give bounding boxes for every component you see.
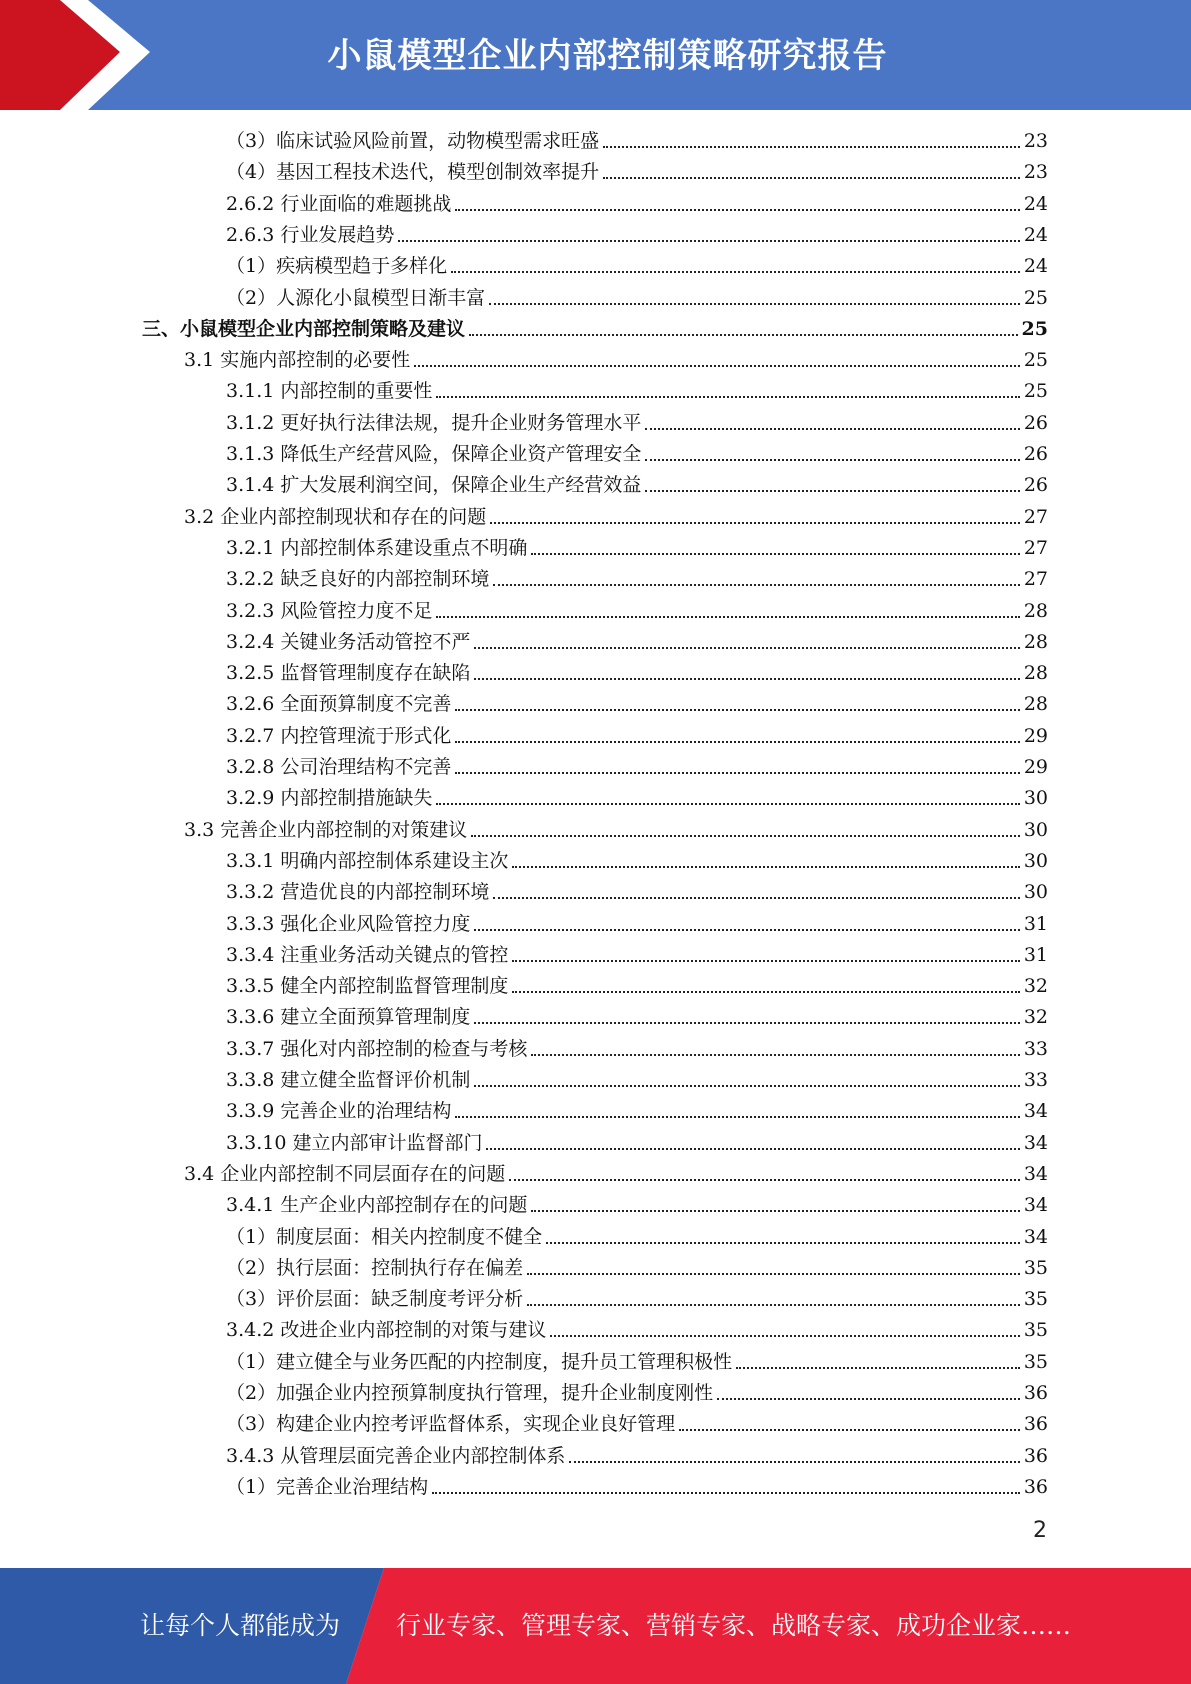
report-title: 小鼠模型企业内部控制策略研究报告 <box>327 35 888 76</box>
toc-entry-title: 2.6.2 行业面临的难题挑战 <box>226 192 452 215</box>
toc-entry[interactable] <box>226 847 1048 875</box>
toc-entry[interactable] <box>226 690 1048 718</box>
toc-entry-title: 3.3.6 建立全面预算管理制度 <box>226 1006 471 1029</box>
toc-dot-leader <box>490 522 1020 524</box>
toc-entry[interactable] <box>226 659 1048 687</box>
toc-entry-page: 31 <box>1023 943 1048 966</box>
toc-dot-leader <box>493 584 1019 586</box>
toc-entry[interactable] <box>142 315 1048 343</box>
toc-entry[interactable] <box>226 190 1048 218</box>
toc-dot-leader <box>451 271 1020 273</box>
toc-dot-leader <box>471 835 1020 837</box>
toc-entry[interactable] <box>226 1348 1048 1376</box>
toc-dot-leader <box>603 177 1020 179</box>
toc-entry[interactable] <box>226 784 1048 812</box>
toc-dot-leader <box>512 866 1019 868</box>
toc-entry-title: 3.2.1 内部控制体系建设重点不明确 <box>226 536 528 559</box>
toc-entry-title: 3.3.3 强化企业风险管控力度 <box>226 912 471 935</box>
toc-entry-page: 34 <box>1023 1162 1048 1185</box>
toc-dot-leader <box>414 365 1020 367</box>
toc-dot-leader <box>436 396 1019 398</box>
toc-entry[interactable] <box>226 158 1048 186</box>
toc-entry-title: （1）制度层面：相关内控制度不健全 <box>226 1225 543 1248</box>
toc-entry-page: 25 <box>1023 286 1048 309</box>
toc-entry-page: 25 <box>1023 349 1048 372</box>
toc-dot-leader <box>486 1148 1019 1150</box>
toc-entry[interactable] <box>226 1473 1048 1501</box>
toc-dot-leader <box>474 647 1019 649</box>
report-header <box>0 0 1191 110</box>
toc-entry-title: 3.2.3 风险管控力度不足 <box>226 599 433 622</box>
toc-entry-title: 三、小鼠模型企业内部控制策略及建议 <box>142 317 466 340</box>
toc-dot-leader <box>436 616 1019 618</box>
toc-entry-title: （2）执行层面：控制执行存在偏差 <box>226 1256 524 1279</box>
toc-dot-leader <box>469 334 1018 336</box>
toc-entry[interactable] <box>226 221 1048 249</box>
toc-entry[interactable] <box>226 1223 1048 1251</box>
toc-dot-leader <box>493 897 1019 899</box>
toc-entry-title: 3.2.8 公司治理结构不完善 <box>226 756 452 778</box>
toc-entry[interactable] <box>226 972 1048 1000</box>
toc-entry-title: 3.4.1 生产企业内部控制存在的问题 <box>226 1194 528 1217</box>
toc-entry[interactable] <box>226 1316 1048 1344</box>
toc-entry[interactable] <box>226 941 1048 969</box>
toc-entry-page: 27 <box>1023 505 1048 528</box>
toc-entry[interactable] <box>226 753 1048 781</box>
toc-dot-leader <box>550 1335 1019 1337</box>
toc-entry-page: 25 <box>1021 317 1048 340</box>
toc-dot-leader <box>474 1022 1019 1024</box>
toc-dot-leader <box>455 709 1019 711</box>
toc-entry-title: 3.3.4 注重业务活动关键点的管控 <box>226 943 509 966</box>
toc-entry-title: 3.2.9 内部控制措施缺失 <box>226 787 433 810</box>
toc-entry-title: 3.1.3 降低生产经营风险，保障企业资产管理安全 <box>226 443 642 465</box>
toc-entry-page: 34 <box>1023 1131 1048 1154</box>
toc-entry-page: 26 <box>1023 474 1048 497</box>
toc-entry[interactable] <box>226 565 1048 593</box>
toc-entry-title: 3.1.4 扩大发展利润空间，保障企业生产经营效益 <box>226 474 642 497</box>
toc-dot-leader <box>509 1179 1020 1181</box>
toc-entry-title: （1）建立健全与业务匹配的内控制度，提升员工管理积极性 <box>226 1350 733 1373</box>
toc-dot-leader <box>432 1492 1020 1494</box>
toc-entry-page: 28 <box>1023 662 1048 685</box>
toc-entry-title: （4）基因工程技术迭代，模型创制效率提升 <box>226 161 600 184</box>
toc-dot-leader <box>645 459 1019 461</box>
toc-entry-page: 34 <box>1023 1194 1048 1217</box>
toc-entry-page: 32 <box>1023 975 1048 998</box>
toc-dot-leader <box>527 1273 1020 1275</box>
toc-entry[interactable] <box>184 816 1048 844</box>
toc-dot-leader <box>645 490 1019 492</box>
footer-slogan-right: 行业专家、管理专家、营销专家、战略专家、成功企业家…… <box>396 1611 1072 1640</box>
toc-dot-leader <box>474 678 1019 680</box>
toc-entry-title: 3.3.1 明确内部控制体系建设主次 <box>226 849 509 872</box>
toc-entry-page: 35 <box>1023 1256 1048 1279</box>
toc-entry-page: 29 <box>1023 724 1048 747</box>
toc-entry-page: 36 <box>1023 1413 1048 1436</box>
toc-entry[interactable] <box>226 440 1048 468</box>
toc-entry[interactable] <box>226 628 1048 656</box>
toc-entry-page: 24 <box>1023 223 1048 246</box>
toc-entry[interactable] <box>226 284 1048 312</box>
toc-dot-leader <box>679 1429 1020 1431</box>
toc-entry-page: 24 <box>1023 192 1048 215</box>
toc-entry[interactable] <box>226 1379 1048 1407</box>
toc-entry-page: 26 <box>1023 411 1048 434</box>
toc-entry[interactable] <box>226 722 1048 750</box>
toc-entry[interactable] <box>226 1003 1048 1031</box>
toc-entry-title: 3.4.3 从管理层面完善企业内部控制体系 <box>226 1444 566 1467</box>
toc-dot-leader <box>474 1085 1019 1087</box>
toc-entry[interactable] <box>226 1191 1048 1219</box>
report-footer <box>0 1568 1191 1684</box>
toc-entry-page: 24 <box>1023 255 1048 278</box>
toc-entry-title: 2.6.3 行业发展趋势 <box>226 223 395 246</box>
toc-entry-title: （3）临床试验风险前置，动物模型需求旺盛 <box>226 130 600 152</box>
toc-dot-leader <box>436 803 1019 805</box>
toc-entry[interactable] <box>184 346 1048 374</box>
toc-entry-page: 35 <box>1023 1288 1048 1311</box>
toc-entry-title: 3.3.8 建立健全监督评价机制 <box>226 1069 471 1091</box>
toc-entry-page: 32 <box>1023 1006 1048 1029</box>
toc-entry-title: （3）构建企业内控考评监督体系，实现企业良好管理 <box>226 1413 676 1436</box>
toc-entry-title: 3.2.6 全面预算制度不完善 <box>226 693 452 716</box>
toc-entry[interactable] <box>226 534 1048 562</box>
toc-dot-leader <box>546 1242 1020 1244</box>
toc-entry-page: 36 <box>1023 1382 1048 1404</box>
toc-entry[interactable] <box>226 1035 1048 1063</box>
toc-dot-leader <box>512 960 1019 962</box>
toc-dot-leader <box>474 929 1019 931</box>
toc-dot-leader <box>512 991 1019 993</box>
toc-entry-page: 28 <box>1023 693 1048 716</box>
toc-entry-title: 3.4 企业内部控制不同层面存在的问题 <box>184 1162 506 1185</box>
toc-entry[interactable] <box>226 1442 1048 1470</box>
toc-entry[interactable] <box>226 252 1048 280</box>
toc-entry-page: 30 <box>1023 849 1048 872</box>
toc-dot-leader <box>455 741 1019 743</box>
toc-entry[interactable] <box>226 1129 1048 1157</box>
toc-dot-leader <box>455 209 1019 211</box>
toc-entry-page: 28 <box>1023 630 1048 653</box>
toc-entry-title: （1）完善企业治理结构 <box>226 1475 429 1498</box>
toc-entry-title: 3.4.2 改进企业内部控制的对策与建议 <box>226 1319 547 1342</box>
toc-entry[interactable] <box>226 878 1048 906</box>
toc-entry-page: 36 <box>1023 1475 1048 1498</box>
toc-dot-leader <box>455 772 1019 774</box>
toc-entry-title: 3.3 完善企业内部控制的对策建议 <box>184 818 468 841</box>
toc-entry-page: 34 <box>1023 1225 1048 1248</box>
toc-entry[interactable] <box>184 1160 1048 1188</box>
toc-dot-leader <box>531 1054 1019 1056</box>
toc-entry-title: 3.2 企业内部控制现状和存在的问题 <box>184 505 487 528</box>
toc-dot-leader <box>531 553 1019 555</box>
toc-entry-title: 3.2.7 内控管理流于形式化 <box>226 724 452 747</box>
toc-entry-title: 3.1.2 更好执行法律法规，提升企业财务管理水平 <box>226 411 642 434</box>
toc-entry-page: 23 <box>1023 161 1048 184</box>
toc-entry-title: 3.2.2 缺乏良好的内部控制环境 <box>226 568 490 591</box>
toc-entry[interactable] <box>226 377 1048 405</box>
toc-entry-title: （2）人源化小鼠模型日渐丰富 <box>226 286 486 309</box>
toc-entry[interactable] <box>226 127 1048 155</box>
toc-entry-page: 30 <box>1023 881 1048 904</box>
toc-entry[interactable] <box>226 1066 1048 1094</box>
page-number: 2 <box>1033 1518 1047 1543</box>
toc-dot-leader <box>645 428 1019 430</box>
toc-entry-title: （3）评价层面：缺乏制度考评分析 <box>226 1288 524 1311</box>
toc-entry[interactable] <box>226 1097 1048 1125</box>
footer-slogan-left: 让每个人都能成为 <box>140 1611 341 1640</box>
toc-entry-title: 3.1 实施内部控制的必要性 <box>184 349 411 372</box>
toc-entry-page: 28 <box>1023 599 1048 622</box>
toc-entry-title: 3.3.9 完善企业的治理结构 <box>226 1100 452 1123</box>
toc-entry[interactable] <box>226 409 1048 437</box>
toc-entry[interactable] <box>184 503 1048 531</box>
toc-entry-page: 27 <box>1023 568 1048 591</box>
toc-entry[interactable] <box>226 471 1048 499</box>
toc-dot-leader <box>398 240 1019 242</box>
toc-entry-title: （1）疾病模型趋于多样化 <box>226 255 448 278</box>
toc-entry[interactable] <box>226 1410 1048 1438</box>
toc-entry-title: 3.3.2 营造优良的内部控制环境 <box>226 881 490 904</box>
toc-entry[interactable] <box>226 597 1048 625</box>
toc-entry-title: 3.1.1 内部控制的重要性 <box>226 380 433 403</box>
toc-entry-title: 3.2.5 监督管理制度存在缺陷 <box>226 662 471 685</box>
toc-entry-page: 34 <box>1023 1100 1048 1123</box>
toc-dot-leader <box>603 146 1020 148</box>
toc-dot-leader <box>531 1210 1019 1212</box>
toc-entry-title: 3.3.5 健全内部控制监督管理制度 <box>226 975 509 998</box>
toc-entry-page: 23 <box>1023 130 1048 152</box>
toc-entry-page: 30 <box>1023 818 1048 841</box>
toc-dot-leader <box>736 1367 1020 1369</box>
toc-entry[interactable] <box>226 1254 1048 1282</box>
toc-dot-leader <box>489 303 1020 305</box>
toc-entry-title: 3.3.7 强化对内部控制的检查与考核 <box>226 1037 528 1060</box>
toc-dot-leader <box>455 1116 1019 1118</box>
toc-entry-page: 26 <box>1023 443 1048 465</box>
toc-entry-page: 33 <box>1023 1037 1048 1060</box>
toc-entry-page: 30 <box>1023 787 1048 810</box>
toc-entry-title: 3.3.10 建立内部审计监督部门 <box>226 1131 483 1154</box>
toc-entry-page: 35 <box>1023 1319 1048 1342</box>
toc-entry-page: 31 <box>1023 912 1048 935</box>
toc-dot-leader <box>717 1398 1020 1400</box>
toc-dot-leader <box>527 1304 1020 1306</box>
toc-entry-page: 33 <box>1023 1069 1048 1091</box>
toc-entry[interactable] <box>226 910 1048 938</box>
toc-entry-page: 35 <box>1023 1350 1048 1373</box>
toc-entry-title: （2）加强企业内控预算制度执行管理，提升企业制度刚性 <box>226 1382 714 1404</box>
toc-entry-page: 36 <box>1023 1444 1048 1467</box>
toc-entry[interactable] <box>226 1285 1048 1313</box>
toc-dot-leader <box>569 1461 1019 1463</box>
toc-entry-page: 27 <box>1023 536 1048 559</box>
toc-entry-title: 3.2.4 关键业务活动管控不严 <box>226 630 471 653</box>
toc-entry-page: 29 <box>1023 756 1048 778</box>
toc-entry-page: 25 <box>1023 380 1048 403</box>
